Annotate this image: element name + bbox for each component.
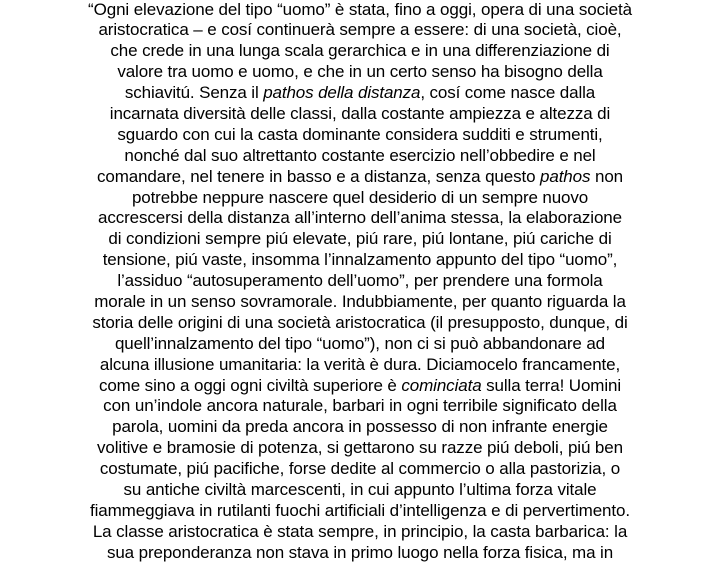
text-line — [0, 83, 720, 104]
text-run: La classe aristocratica è stata sempre, in principio, la casta barbarica: la — [92, 521, 628, 541]
text-run: valore tra uomo e uomo, e che in un certo senso ha bisogno della — [117, 62, 603, 82]
text-line — [0, 376, 720, 397]
text-run: sguardo con cui la casta dominante considera sudditi e strumenti, — [117, 124, 603, 144]
text-line — [0, 459, 720, 480]
text-line — [0, 355, 720, 376]
text-line — [0, 41, 720, 62]
text-line — [0, 62, 720, 83]
text-line — [0, 104, 720, 125]
text-line — [0, 229, 720, 250]
text-run: di condizioni sempre piú elevate, piú rare, piú lontane, piú cariche di — [108, 229, 612, 249]
text-run: sua preponderanza non stava in primo luogo nella forza fisica, ma in — [106, 542, 614, 562]
text-line — [0, 125, 720, 146]
text-line — [0, 334, 720, 355]
text-run: sulla terra! Uomini — [481, 375, 622, 395]
text-run: accrescersi della distanza all’interno dell’anima stessa, la elaborazione — [97, 208, 622, 228]
text-run: potrebbe neppure nascere quel desiderio di un sempre nuovo — [131, 187, 589, 207]
text-line — [0, 480, 720, 501]
text-line — [0, 396, 720, 417]
text-line — [0, 271, 720, 292]
text-run: l’assiduo “autosuperamento dell’uomo”, per prendere una formola — [117, 271, 603, 291]
text-run: con un’indole ancora naturale, barbari in ogni terribile significato della — [103, 396, 617, 416]
text-run: nonché dal suo altrettanto costante esercizio nell’obbedire e nel — [124, 145, 596, 165]
text-run: morale in un senso sovramorale. Indubbiamente, per quanto riguarda la — [94, 291, 626, 311]
text-line — [0, 313, 720, 334]
text-run: parola, uomini da preda ancora in possesso di non infrante energie — [112, 417, 608, 437]
text-line — [0, 438, 720, 459]
text-line — [0, 0, 720, 20]
text-run: incarnata diversità delle classi, dalla costante ampiezza e altezza di — [109, 103, 611, 123]
text-run: storia delle origini di una società aristocratica (il presupposto, dunque, di — [92, 312, 628, 332]
text-line — [0, 250, 720, 271]
text-line — [0, 522, 720, 543]
text-line — [0, 167, 720, 188]
text-run: aristocratica – e cosí continuerà sempre a essere: di una società, cioè, — [98, 20, 622, 40]
text-run: come sino a oggi ogni civiltà superiore è — [98, 375, 402, 395]
text-line — [0, 146, 720, 167]
text-run: alcuna illusione umanitaria: la verità è dura. Diciamocelo francamente, — [99, 354, 621, 374]
text-run: fiammeggiava in rutilanti fuochi artificiali d’intelligenza e di pervertimento. — [89, 500, 631, 520]
text-line — [0, 208, 720, 229]
italic-phrase: pathos — [540, 166, 591, 186]
text-run: che crede in una lunga scala gerarchica e in una differenziazione di — [110, 41, 610, 61]
text-run: “Ogni elevazione del tipo “uomo” è stata, fino a oggi, opera di una società — [88, 0, 632, 19]
text-run: , cosí come nasce dalla — [420, 83, 596, 103]
text-line — [0, 188, 720, 209]
text-line — [0, 20, 720, 41]
text-run: schiavitú. Senza il — [124, 83, 264, 103]
italic-phrase: cominciata — [401, 375, 482, 395]
text-run: volitive e bramosie di potenza, si gettarono su razze piú deboli, piú ben — [97, 438, 623, 458]
text-line — [0, 501, 720, 522]
text-line — [0, 292, 720, 313]
text-run: quell’innalzamento del tipo “uomo”), non ci si può abbandonare ad — [114, 333, 606, 353]
text-run: comandare, nel tenere in basso e a distanza, senza questo — [97, 166, 541, 186]
text-run: su antiche civiltà marcescenti, in cui appunto l’ultima forza vitale — [123, 479, 597, 499]
text-run: non — [590, 166, 623, 186]
text-run: tensione, piú vaste, insomma l’innalzamento appunto del tipo “uomo”, — [102, 250, 618, 270]
text-line — [0, 417, 720, 438]
text-line — [0, 543, 720, 564]
italic-phrase: pathos della distanza — [263, 83, 421, 103]
text-run: costumate, piú pacifiche, forse dedite al commercio o alla pastorizia, o — [99, 459, 621, 479]
